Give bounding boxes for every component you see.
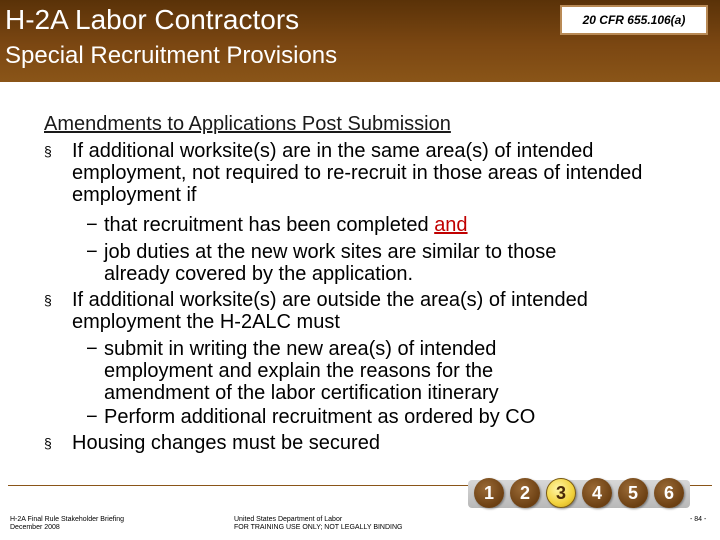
sub-bullet-text: Perform additional recruitment as ordered by CO <box>104 406 536 428</box>
sub-bullet-text-part: that recruitment has been completed <box>104 214 435 236</box>
sub-bullet-text <box>104 214 624 236</box>
slide-subtitle: Special Recruitment Provisions <box>5 42 338 69</box>
footer <box>0 470 720 540</box>
section-heading: Amendments to Applications Post Submission <box>44 113 451 135</box>
step-3-button[interactable]: 3 <box>546 478 576 508</box>
step-1-button[interactable]: 1 <box>474 478 504 508</box>
footer-disclaimer: FOR TRAINING USE ONLY; NOT LEGALLY BINDING <box>234 524 403 531</box>
footer-agency-name: United States Department of Labor <box>234 516 343 523</box>
step-5-button[interactable]: 5 <box>618 478 648 508</box>
emphasis-and: and <box>434 214 468 236</box>
bullet-icon: § <box>44 143 52 159</box>
footer-briefing-info <box>10 516 124 532</box>
step-2-button[interactable]: 2 <box>510 478 540 508</box>
sub-bullet-text: submit in writing the new area(s) of intended employment and explain the reasons for the amendment of the labor certification itinerary <box>104 338 499 404</box>
page-number: - 84 - <box>690 516 707 523</box>
step-4-button[interactable]: 4 <box>582 478 612 508</box>
bullet-icon: § <box>44 435 52 451</box>
footer-agency-info <box>234 516 403 532</box>
step-6-button[interactable]: 6 <box>654 478 684 508</box>
dash-icon: − <box>86 214 98 236</box>
dash-icon: − <box>86 406 98 428</box>
footer-briefing-title: H-2A Final Rule Stakeholder Briefing <box>10 516 125 523</box>
sub-bullet-text: job duties at the new work sites are similar to those already covered by the application. <box>104 241 557 285</box>
cfr-reference-badge: 20 CFR 655.106(a) <box>560 5 708 35</box>
bullet-text: Housing changes must be secured <box>72 432 380 454</box>
slide-title: H-2A Labor Contractors <box>5 4 300 35</box>
step-navigation <box>468 470 690 510</box>
bullet-text: If additional worksite(s) are in the same area(s) of intended employment, not required to re-recruit in those areas of intended employment if <box>72 140 643 206</box>
dash-icon: − <box>86 338 98 360</box>
dash-icon: − <box>86 241 98 263</box>
bullet-icon: § <box>44 292 52 308</box>
footer-briefing-date: December 2008 <box>10 524 60 531</box>
bullet-text: If additional worksite(s) are outside the area(s) of intended employment the H-2ALC must <box>72 289 588 333</box>
